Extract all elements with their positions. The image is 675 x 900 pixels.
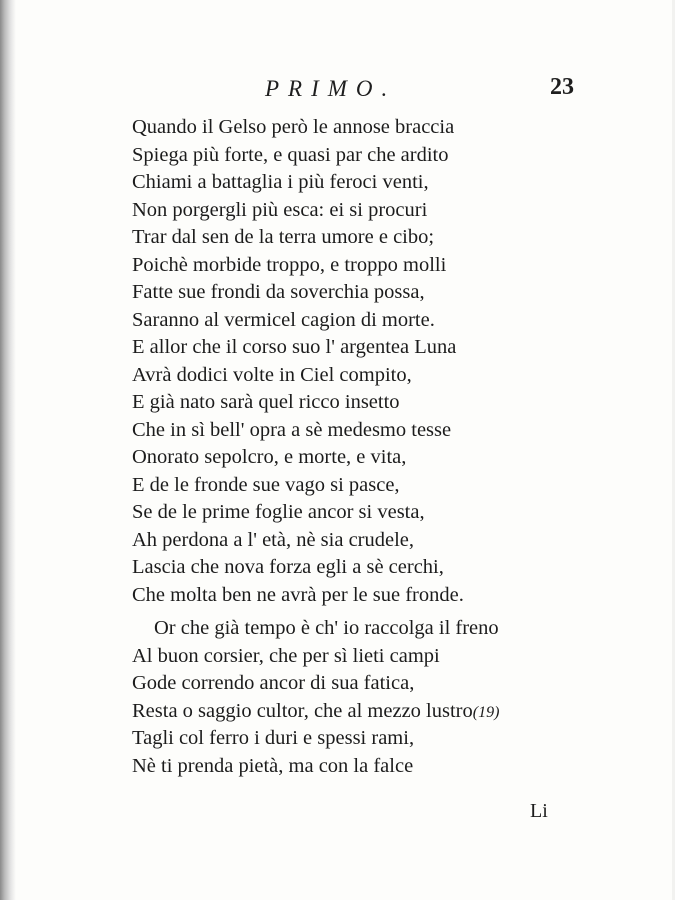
verse-line: Poichè morbide troppo, e troppo molli — [132, 253, 447, 276]
verse-line: Lascia che nova forza egli a sè cerchi, — [132, 556, 444, 578]
verse-line: E allor che il corso suo l' argentea Luna — [132, 336, 457, 358]
verse-line: E de le fronde sue vago si pasce, — [132, 473, 400, 496]
page-number: 23 — [550, 74, 574, 100]
poem-text — [132, 114, 562, 780]
verse-line: Ah perdona a l' età, nè sia crudele, — [132, 528, 415, 551]
verse-line: Avrà dodici volte in Ciel compito, — [132, 363, 412, 386]
verse-line: Che in sì bell' opra a sè medesmo tesse — [132, 418, 452, 441]
verse-line: Spiega più forte, e quasi par che ardito — [132, 143, 449, 166]
verse-line: E già nato sarà quel ricco insetto — [132, 391, 400, 413]
verse-line: Gode correndo ancor di sua fatica, — [132, 672, 415, 694]
verse-line-with-note — [132, 698, 562, 726]
binding-shadow — [0, 0, 16, 900]
verse-line-text: Resta o saggio cultor, che al mezzo lustro — [132, 699, 473, 722]
verse-line: Al buon corsier, che per sì lieti campi — [132, 644, 440, 667]
catchword: Li — [530, 800, 548, 822]
running-title: PRIMO. — [265, 76, 397, 101]
verse-line: Non porgergli più esca: ei si procuri — [132, 198, 428, 221]
verse-line: Saranno al vermicel cagion di morte. — [132, 308, 435, 331]
verse-line: Onorato sepolcro, e morte, e vita, — [132, 446, 407, 468]
verse-line: Se de le prime foglie ancor si vesta, — [132, 501, 425, 523]
verse-line: Che molta ben ne avrà per le sue fronde. — [132, 583, 464, 606]
verse-line: Nè ti prenda pietà, ma con la falce — [132, 754, 414, 777]
verse-line: Tagli col ferro i duri e spessi rami, — [132, 727, 415, 749]
verse-line: Quando il Gelso però le annose braccia — [132, 116, 455, 138]
footnote-marker: (19) — [472, 703, 500, 721]
verse-line: Chiami a battaglia i più feroci venti, — [132, 171, 429, 193]
verse-line: Trar dal sen de la terra umore e cibo; — [132, 226, 435, 248]
verse-line: Fatte sue frondi da soverchia possa, — [132, 281, 425, 303]
stanza-opening-line: Or che già tempo è ch' io raccolga il freno — [154, 617, 499, 639]
